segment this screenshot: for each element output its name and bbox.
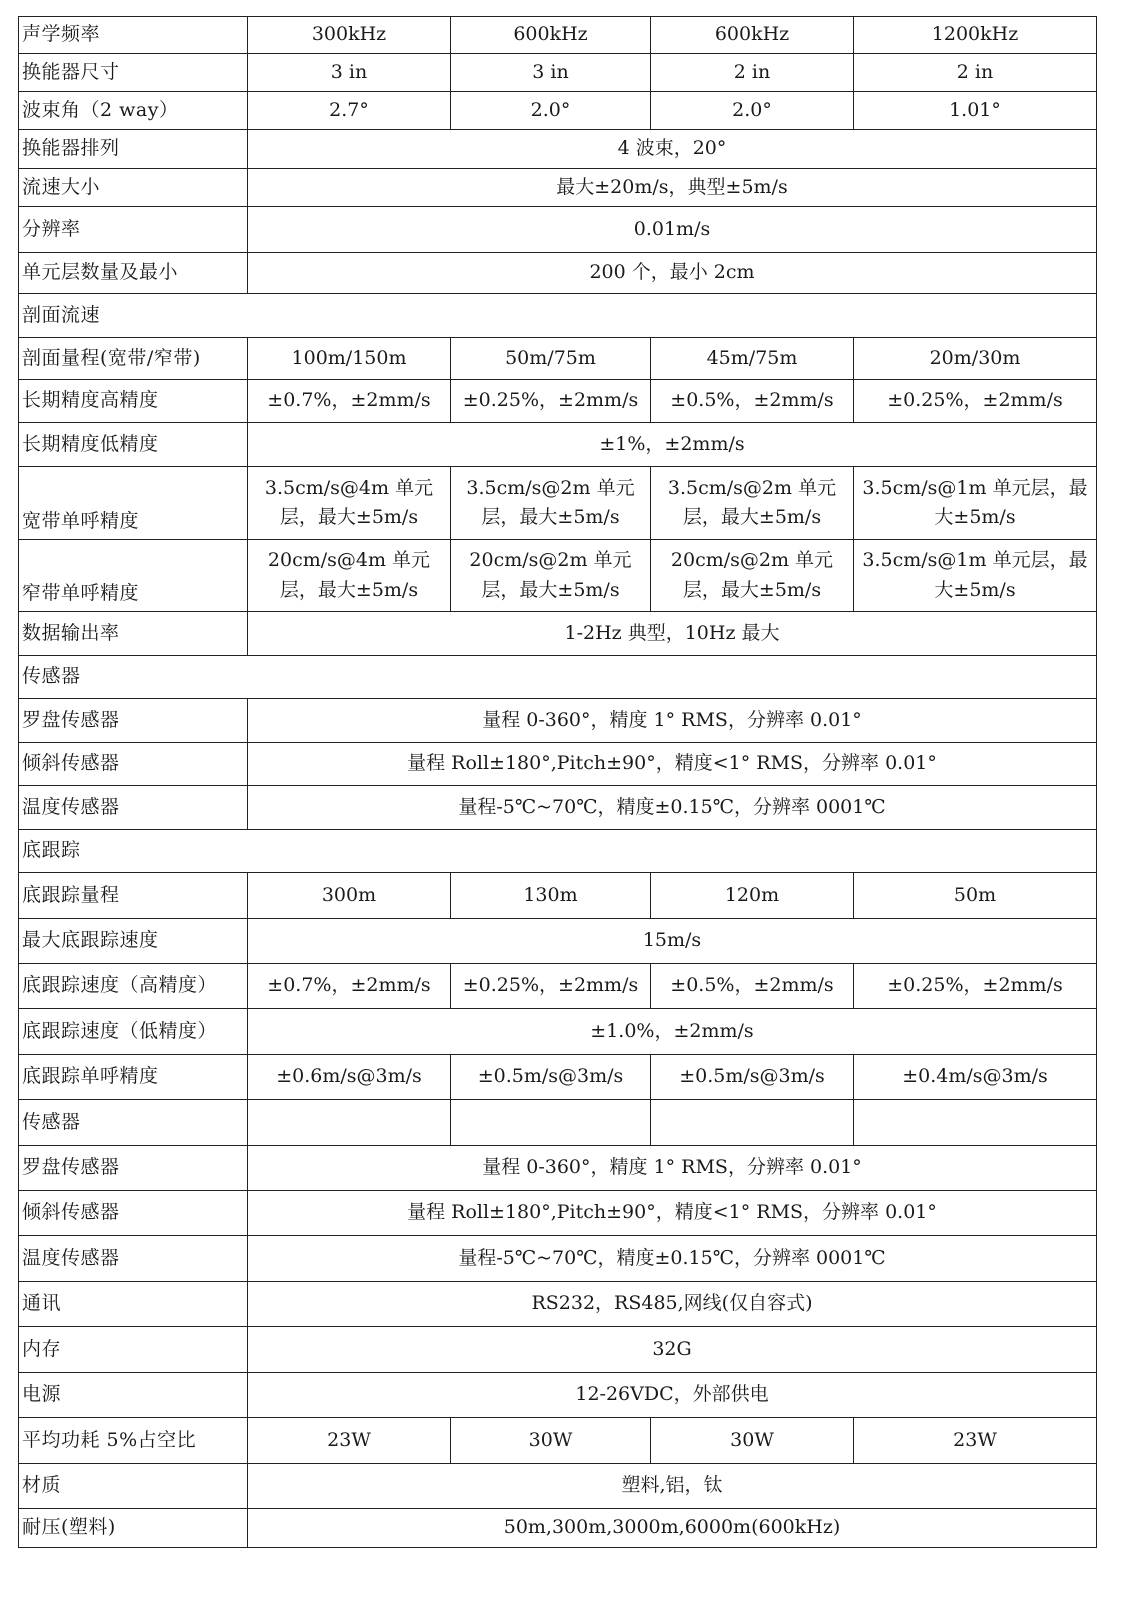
table-row xyxy=(19,423,1097,467)
table-row xyxy=(19,830,1097,873)
row-label: 底跟踪速度（低精度） xyxy=(19,1009,248,1055)
table-row xyxy=(19,1464,1097,1509)
row-value: 600kHz xyxy=(651,17,854,54)
row-value: 50m xyxy=(854,873,1097,919)
row-value: 30W xyxy=(651,1418,854,1464)
row-label: 最大底跟踪速度 xyxy=(19,919,248,964)
row-value: 2 in xyxy=(651,54,854,92)
row-value: 20cm/s@4m 单元层，最大±5m/s xyxy=(248,540,451,612)
row-value: 130m xyxy=(451,873,651,919)
row-label: 倾斜传感器 xyxy=(19,1191,248,1236)
row-value: 23W xyxy=(248,1418,451,1464)
row-label: 内存 xyxy=(19,1327,248,1373)
row-label: 窄带单呼精度 xyxy=(19,540,248,612)
row-value: 20m/30m xyxy=(854,338,1097,380)
table-row xyxy=(19,786,1097,830)
table-row xyxy=(19,253,1097,294)
row-value: 量程-5℃~70℃，精度±0.15℃，分辨率 0001℃ xyxy=(248,1236,1097,1282)
row-label: 分辨率 xyxy=(19,207,248,253)
row-value: ±0.25%，±2mm/s xyxy=(451,380,651,423)
row-value: ±0.7%，±2mm/s xyxy=(248,380,451,423)
row-value: 300kHz xyxy=(248,17,451,54)
row-value: 3 in xyxy=(248,54,451,92)
table-row xyxy=(19,743,1097,786)
row-label: 底跟踪单呼精度 xyxy=(19,1055,248,1100)
row-label: 换能器排列 xyxy=(19,130,248,169)
row-label: 耐压(塑料) xyxy=(19,1509,248,1548)
row-value: ±0.5m/s@3m/s xyxy=(451,1055,651,1100)
row-value: ±0.6m/s@3m/s xyxy=(248,1055,451,1100)
row-value: 15m/s xyxy=(248,919,1097,964)
row-value: ±0.25%，±2mm/s xyxy=(854,964,1097,1009)
row-value: 2 in xyxy=(854,54,1097,92)
row-value: ±1.0%，±2mm/s xyxy=(248,1009,1097,1055)
row-value: 量程 Roll±180°,Pitch±90°，精度<1° RMS，分辨率 0.01° xyxy=(248,1191,1097,1236)
table-row xyxy=(19,380,1097,423)
table-row xyxy=(19,1282,1097,1327)
row-label: 长期精度低精度 xyxy=(19,423,248,467)
row-value: 塑料,铝，钛 xyxy=(248,1464,1097,1509)
table-row xyxy=(19,656,1097,699)
row-value: ±1%，±2mm/s xyxy=(248,423,1097,467)
row-label: 电源 xyxy=(19,1373,248,1418)
row-value: 50m/75m xyxy=(451,338,651,380)
row-label: 波束角（2 way） xyxy=(19,92,248,130)
table-row xyxy=(19,1100,1097,1146)
row-value: RS232，RS485,网线(仅自容式) xyxy=(248,1282,1097,1327)
row-value: 3 in xyxy=(451,54,651,92)
row-value: 12-26VDC，外部供电 xyxy=(248,1373,1097,1418)
table-row xyxy=(19,964,1097,1009)
row-label: 罗盘传感器 xyxy=(19,699,248,743)
row-value: 100m/150m xyxy=(248,338,451,380)
table-row xyxy=(19,540,1097,612)
table-row xyxy=(19,130,1097,169)
row-value: 20cm/s@2m 单元层，最大±5m/s xyxy=(651,540,854,612)
table-row xyxy=(19,612,1097,656)
row-value: 600kHz xyxy=(451,17,651,54)
row-value xyxy=(248,1100,451,1146)
row-label: 底跟踪速度（高精度） xyxy=(19,964,248,1009)
row-value xyxy=(451,1100,651,1146)
row-value: ±0.5%，±2mm/s xyxy=(651,964,854,1009)
row-value: 30W xyxy=(451,1418,651,1464)
row-label: 换能器尺寸 xyxy=(19,54,248,92)
row-value: ±0.5%，±2mm/s xyxy=(651,380,854,423)
row-label: 平均功耗 5%占空比 xyxy=(19,1418,248,1464)
row-value: 32G xyxy=(248,1327,1097,1373)
row-value: ±0.25%，±2mm/s xyxy=(451,964,651,1009)
table-row xyxy=(19,1236,1097,1282)
row-value: 4 波束，20° xyxy=(248,130,1097,169)
row-label: 传感器 xyxy=(19,656,1097,699)
table-row xyxy=(19,1146,1097,1191)
table-row xyxy=(19,92,1097,130)
table-row xyxy=(19,1418,1097,1464)
table-row xyxy=(19,338,1097,380)
row-label: 流速大小 xyxy=(19,169,248,207)
row-value xyxy=(651,1100,854,1146)
row-value: 50m,300m,3000m,6000m(600kHz) xyxy=(248,1509,1097,1548)
row-label: 罗盘传感器 xyxy=(19,1146,248,1191)
table-row xyxy=(19,207,1097,253)
row-value xyxy=(854,1100,1097,1146)
row-label: 温度传感器 xyxy=(19,1236,248,1282)
row-value: 2.7° xyxy=(248,92,451,130)
row-value: 最大±20m/s，典型±5m/s xyxy=(248,169,1097,207)
row-value: 3.5cm/s@2m 单元层，最大±5m/s xyxy=(451,467,651,540)
row-value: 2.0° xyxy=(651,92,854,130)
row-value: 量程 0-360°，精度 1° RMS，分辨率 0.01° xyxy=(248,699,1097,743)
row-label: 剖面量程(宽带/窄带) xyxy=(19,338,248,380)
row-value: ±0.4m/s@3m/s xyxy=(854,1055,1097,1100)
row-value: 量程-5℃~70℃，精度±0.15℃，分辨率 0001℃ xyxy=(248,786,1097,830)
table-row xyxy=(19,54,1097,92)
row-label: 长期精度高精度 xyxy=(19,380,248,423)
table-row xyxy=(19,919,1097,964)
row-value: 1.01° xyxy=(854,92,1097,130)
row-label: 传感器 xyxy=(19,1100,248,1146)
row-label: 声学频率 xyxy=(19,17,248,54)
row-value: 3.5cm/s@4m 单元层，最大±5m/s xyxy=(248,467,451,540)
table-row xyxy=(19,17,1097,54)
row-value: 45m/75m xyxy=(651,338,854,380)
table-row xyxy=(19,294,1097,338)
table-row xyxy=(19,1509,1097,1548)
row-label: 单元层数量及最小 xyxy=(19,253,248,294)
row-value: 200 个，最小 2cm xyxy=(248,253,1097,294)
table-row xyxy=(19,1327,1097,1373)
table-row xyxy=(19,1009,1097,1055)
row-label: 宽带单呼精度 xyxy=(19,467,248,540)
table-row xyxy=(19,873,1097,919)
row-value: 3.5cm/s@2m 单元层，最大±5m/s xyxy=(651,467,854,540)
row-value: 3.5cm/s@1m 单元层，最大±5m/s xyxy=(854,467,1097,540)
row-label: 温度传感器 xyxy=(19,786,248,830)
row-value: 1200kHz xyxy=(854,17,1097,54)
row-value: 20cm/s@2m 单元层，最大±5m/s xyxy=(451,540,651,612)
table-row xyxy=(19,467,1097,540)
row-label: 材质 xyxy=(19,1464,248,1509)
table-row xyxy=(19,169,1097,207)
row-label: 底跟踪量程 xyxy=(19,873,248,919)
table-row xyxy=(19,1055,1097,1100)
row-value: 1-2Hz 典型，10Hz 最大 xyxy=(248,612,1097,656)
row-value: 0.01m/s xyxy=(248,207,1097,253)
row-value: ±0.5m/s@3m/s xyxy=(651,1055,854,1100)
row-label: 倾斜传感器 xyxy=(19,743,248,786)
row-value: ±0.7%，±2mm/s xyxy=(248,964,451,1009)
row-label: 底跟踪 xyxy=(19,830,1097,873)
row-value: 量程 0-360°，精度 1° RMS，分辨率 0.01° xyxy=(248,1146,1097,1191)
row-value: 量程 Roll±180°,Pitch±90°，精度<1° RMS，分辨率 0.01° xyxy=(248,743,1097,786)
row-value: 300m xyxy=(248,873,451,919)
row-label: 数据输出率 xyxy=(19,612,248,656)
row-label: 剖面流速 xyxy=(19,294,1097,338)
row-value: 2.0° xyxy=(451,92,651,130)
row-value: 120m xyxy=(651,873,854,919)
row-value: 23W xyxy=(854,1418,1097,1464)
spec-table xyxy=(18,16,1097,1548)
table-row xyxy=(19,1373,1097,1418)
table-row xyxy=(19,1191,1097,1236)
row-value: 3.5cm/s@1m 单元层，最大±5m/s xyxy=(854,540,1097,612)
table-row xyxy=(19,699,1097,743)
row-value: ±0.25%，±2mm/s xyxy=(854,380,1097,423)
row-label: 通讯 xyxy=(19,1282,248,1327)
